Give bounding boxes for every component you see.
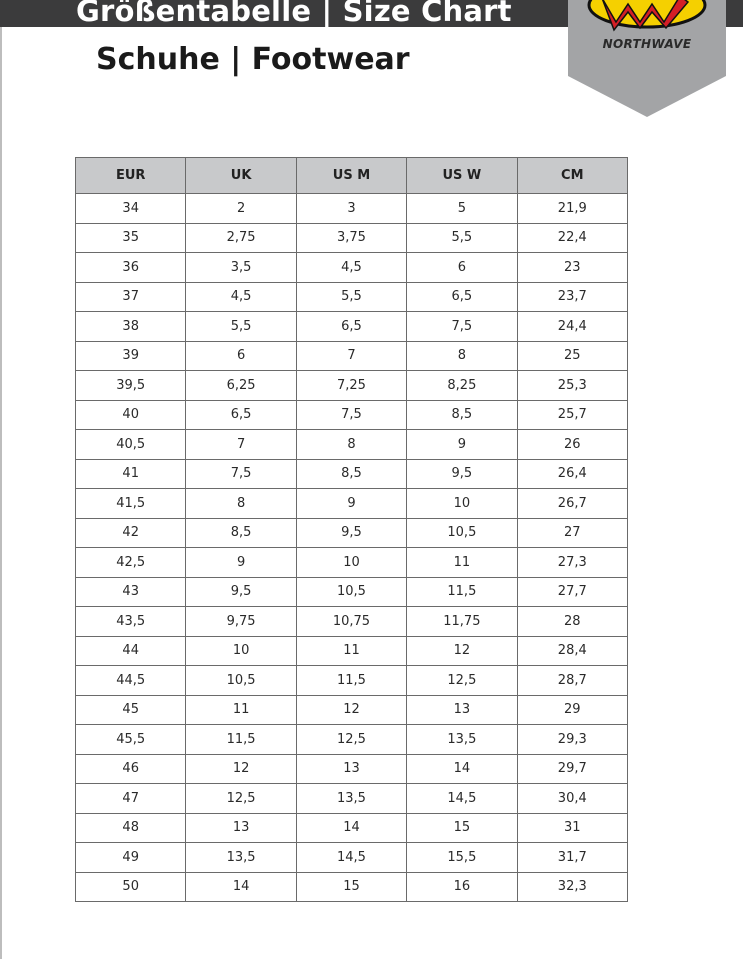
cell-eur: 39,5 [76, 371, 186, 401]
cell-us-m: 3,75 [296, 223, 406, 253]
cell-eur: 42,5 [76, 548, 186, 578]
cell-cm: 26 [517, 430, 627, 460]
table-body [76, 194, 628, 902]
cell-us-m: 9 [296, 489, 406, 519]
cell-cm: 29,3 [517, 725, 627, 755]
cell-us-m: 7,5 [296, 400, 406, 430]
cell-cm: 30,4 [517, 784, 627, 814]
cell-uk: 5,5 [186, 312, 296, 342]
cell-uk: 11,5 [186, 725, 296, 755]
cell-cm: 31 [517, 813, 627, 843]
cell-cm: 27 [517, 518, 627, 548]
column-header-us-m: US M [296, 158, 406, 194]
cell-us-m: 12 [296, 695, 406, 725]
column-header-eur: EUR [76, 158, 186, 194]
cell-uk: 6,25 [186, 371, 296, 401]
table-row [76, 666, 628, 696]
cell-us-m: 10,75 [296, 607, 406, 637]
cell-us-w: 10,5 [407, 518, 517, 548]
cell-uk: 6 [186, 341, 296, 371]
cell-us-m: 8 [296, 430, 406, 460]
cell-us-w: 14,5 [407, 784, 517, 814]
cell-eur: 42 [76, 518, 186, 548]
cell-cm: 27,3 [517, 548, 627, 578]
cell-uk: 9,75 [186, 607, 296, 637]
column-header-uk: UK [186, 158, 296, 194]
cell-us-w: 13 [407, 695, 517, 725]
cell-uk: 11 [186, 695, 296, 725]
brand-name: NORTHWAVE [602, 37, 692, 51]
table-row [76, 872, 628, 902]
cell-us-w: 8,5 [407, 400, 517, 430]
size-chart-table [75, 157, 628, 902]
table-row [76, 725, 628, 755]
cell-us-w: 15,5 [407, 843, 517, 873]
cell-us-m: 12,5 [296, 725, 406, 755]
cell-us-w: 12 [407, 636, 517, 666]
table-row [76, 282, 628, 312]
cell-eur: 44 [76, 636, 186, 666]
table-row [76, 489, 628, 519]
page-title: Größentabelle | Size Chart [76, 0, 512, 28]
table-row [76, 459, 628, 489]
column-header-cm: CM [517, 158, 627, 194]
cell-us-m: 5,5 [296, 282, 406, 312]
cell-us-w: 8 [407, 341, 517, 371]
cell-us-m: 9,5 [296, 518, 406, 548]
cell-us-w: 9 [407, 430, 517, 460]
cell-eur: 41 [76, 459, 186, 489]
page-left-rule [0, 0, 2, 959]
cell-uk: 13 [186, 813, 296, 843]
cell-us-m: 11,5 [296, 666, 406, 696]
cell-eur: 38 [76, 312, 186, 342]
cell-uk: 2 [186, 194, 296, 224]
cell-us-m: 15 [296, 872, 406, 902]
cell-us-m: 6,5 [296, 312, 406, 342]
cell-eur: 36 [76, 253, 186, 283]
cell-uk: 4,5 [186, 282, 296, 312]
table-row [76, 341, 628, 371]
cell-us-w: 16 [407, 872, 517, 902]
cell-us-w: 8,25 [407, 371, 517, 401]
brand-badge [568, 0, 726, 117]
cell-eur: 40 [76, 400, 186, 430]
cell-eur: 48 [76, 813, 186, 843]
table-row [76, 312, 628, 342]
cell-us-w: 11,5 [407, 577, 517, 607]
cell-us-m: 3 [296, 194, 406, 224]
cell-us-m: 7,25 [296, 371, 406, 401]
table-row [76, 843, 628, 873]
table-row [76, 636, 628, 666]
cell-eur: 50 [76, 872, 186, 902]
cell-cm: 25,3 [517, 371, 627, 401]
table-row [76, 754, 628, 784]
cell-uk: 9 [186, 548, 296, 578]
cell-us-w: 14 [407, 754, 517, 784]
cell-us-m: 13,5 [296, 784, 406, 814]
table-row [76, 430, 628, 460]
cell-eur: 47 [76, 784, 186, 814]
cell-eur: 35 [76, 223, 186, 253]
table-header-row [76, 158, 628, 194]
cell-us-w: 6 [407, 253, 517, 283]
cell-eur: 40,5 [76, 430, 186, 460]
cell-cm: 28,4 [517, 636, 627, 666]
table-row [76, 400, 628, 430]
cell-eur: 49 [76, 843, 186, 873]
cell-cm: 29 [517, 695, 627, 725]
cell-eur: 37 [76, 282, 186, 312]
cell-us-m: 11 [296, 636, 406, 666]
cell-us-w: 10 [407, 489, 517, 519]
table-row [76, 548, 628, 578]
cell-uk: 12 [186, 754, 296, 784]
cell-eur: 41,5 [76, 489, 186, 519]
cell-us-w: 11 [407, 548, 517, 578]
table-row [76, 813, 628, 843]
cell-us-m: 7 [296, 341, 406, 371]
cell-cm: 28 [517, 607, 627, 637]
cell-us-w: 6,5 [407, 282, 517, 312]
table-row [76, 607, 628, 637]
cell-eur: 45 [76, 695, 186, 725]
cell-cm: 31,7 [517, 843, 627, 873]
cell-us-w: 12,5 [407, 666, 517, 696]
cell-us-w: 11,75 [407, 607, 517, 637]
cell-cm: 28,7 [517, 666, 627, 696]
cell-eur: 45,5 [76, 725, 186, 755]
column-header-us-w: US W [407, 158, 517, 194]
cell-uk: 2,75 [186, 223, 296, 253]
cell-cm: 32,3 [517, 872, 627, 902]
cell-eur: 34 [76, 194, 186, 224]
table-row [76, 695, 628, 725]
cell-us-m: 14,5 [296, 843, 406, 873]
cell-cm: 26,7 [517, 489, 627, 519]
cell-cm: 25 [517, 341, 627, 371]
cell-eur: 43,5 [76, 607, 186, 637]
cell-cm: 26,4 [517, 459, 627, 489]
cell-cm: 22,4 [517, 223, 627, 253]
cell-uk: 7 [186, 430, 296, 460]
cell-uk: 8 [186, 489, 296, 519]
cell-eur: 43 [76, 577, 186, 607]
cell-cm: 27,7 [517, 577, 627, 607]
cell-us-w: 5 [407, 194, 517, 224]
page-subtitle: Schuhe | Footwear [96, 42, 410, 77]
table-row [76, 518, 628, 548]
cell-cm: 24,4 [517, 312, 627, 342]
cell-uk: 10,5 [186, 666, 296, 696]
table-row [76, 223, 628, 253]
cell-uk: 8,5 [186, 518, 296, 548]
cell-us-m: 10,5 [296, 577, 406, 607]
table-row [76, 194, 628, 224]
table-row [76, 253, 628, 283]
table-row [76, 784, 628, 814]
cell-us-w: 9,5 [407, 459, 517, 489]
table-row [76, 577, 628, 607]
cell-us-w: 7,5 [407, 312, 517, 342]
cell-us-m: 8,5 [296, 459, 406, 489]
cell-uk: 9,5 [186, 577, 296, 607]
cell-uk: 13,5 [186, 843, 296, 873]
cell-uk: 3,5 [186, 253, 296, 283]
cell-uk: 10 [186, 636, 296, 666]
cell-us-w: 15 [407, 813, 517, 843]
table-row [76, 371, 628, 401]
cell-cm: 21,9 [517, 194, 627, 224]
cell-uk: 14 [186, 872, 296, 902]
cell-uk: 7,5 [186, 459, 296, 489]
cell-cm: 25,7 [517, 400, 627, 430]
cell-us-m: 14 [296, 813, 406, 843]
cell-cm: 29,7 [517, 754, 627, 784]
cell-us-w: 13,5 [407, 725, 517, 755]
cell-uk: 6,5 [186, 400, 296, 430]
cell-us-w: 5,5 [407, 223, 517, 253]
cell-eur: 44,5 [76, 666, 186, 696]
cell-cm: 23,7 [517, 282, 627, 312]
cell-eur: 39 [76, 341, 186, 371]
cell-us-m: 10 [296, 548, 406, 578]
cell-eur: 46 [76, 754, 186, 784]
cell-us-m: 4,5 [296, 253, 406, 283]
cell-cm: 23 [517, 253, 627, 283]
brand-badge-shape [568, 0, 726, 117]
cell-uk: 12,5 [186, 784, 296, 814]
cell-us-m: 13 [296, 754, 406, 784]
